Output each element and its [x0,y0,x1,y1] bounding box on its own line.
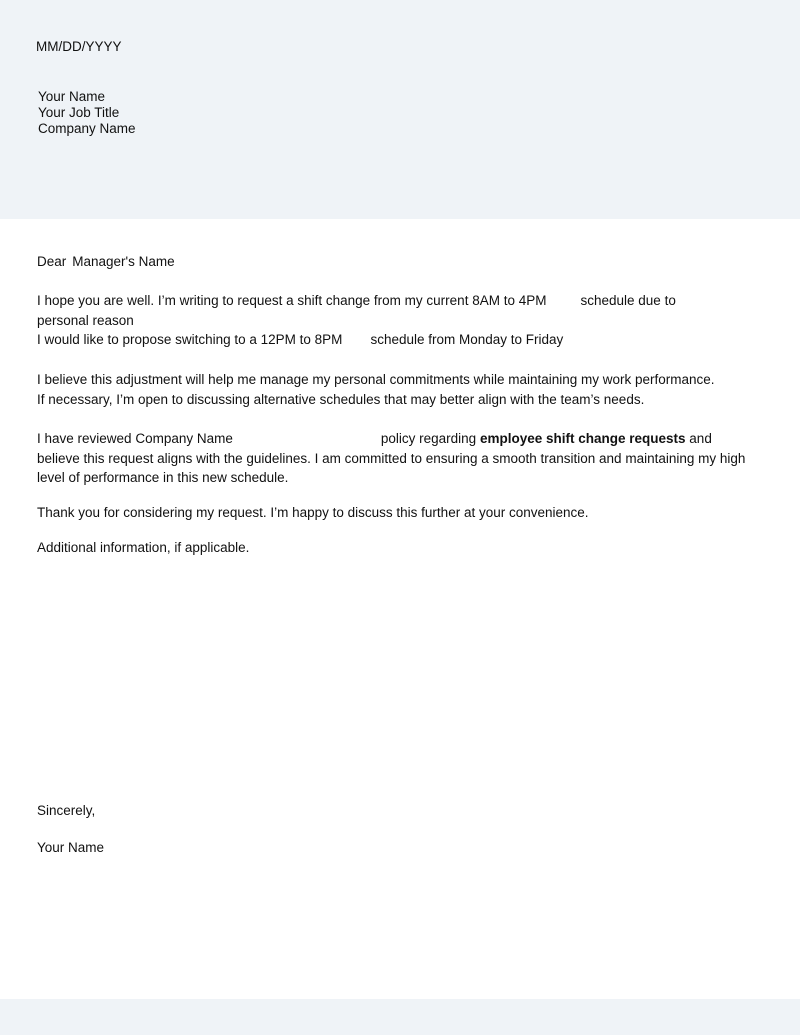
sender-job-title: Your Job Title [38,105,120,120]
paragraph-adjustment [37,370,757,409]
sender-name: Your Name [38,89,106,104]
signature-name: Your Name [37,840,105,855]
request-intro: I hope you are well. I’m writing to request a shift change from my current [37,293,469,308]
policy-bold: employee shift change requests [479,431,686,446]
paragraph-policy [37,429,749,488]
manager-name: Manager's Name [72,254,175,269]
paragraph-request [37,291,757,350]
date-field: MM/DD/YYYY [36,39,122,54]
salutation [37,254,175,270]
sender-company: Company Name [38,121,136,136]
schedule-due-to: schedule due to [580,293,676,308]
adjustment-line-2: If necessary, I’m open to discussing alternative schedules that may better align with the team’s needs. [37,391,645,407]
policy-prefix: I have reviewed [37,431,132,446]
closing: Sincerely, [37,803,96,818]
policy-text: policy regarding [380,431,477,446]
schedule-from: schedule from [370,332,456,347]
sender-block [38,89,136,137]
current-schedule: 8AM to 4PM [472,293,547,308]
paragraph-thanks: Thank you for considering my request. I’m happy to discuss this further at your convenience. [37,505,589,520]
policy-company: Company Name [135,431,233,446]
reason: personal reason [37,312,134,328]
schedule-days: Monday to Friday [459,332,564,347]
footer-band [0,999,800,1035]
propose-text: I would like to propose switching to a [37,332,257,347]
policy-rest: and believe this request aligns with the guidelines. I am committed to ensuring a smooth transition and maintaining my high level of performance in this new schedule. [37,431,746,485]
new-schedule: 12PM to 8PM [260,332,343,347]
adjustment-line-1: I believe this adjustment will help me manage my personal commitments while maintaining my work performance. [37,372,715,387]
salutation-prefix: Dear [37,254,67,269]
paragraph-additional: Additional information, if applicable. [37,540,250,555]
